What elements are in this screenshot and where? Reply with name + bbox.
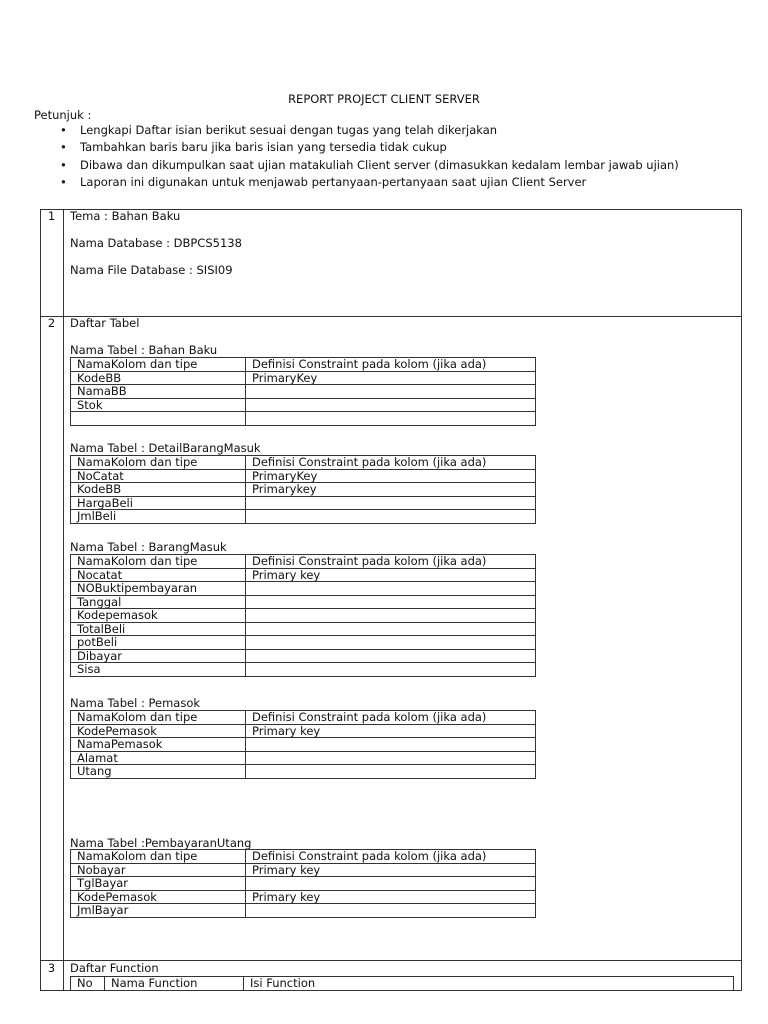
column-name-cell: KodeBB bbox=[71, 483, 246, 497]
constraint-cell bbox=[246, 582, 536, 596]
function-table bbox=[70, 976, 734, 991]
table-caption: Nama Tabel : DetailBarangMasuk bbox=[70, 441, 261, 455]
function-name-header: Nama Function bbox=[105, 977, 244, 991]
column-name-cell: Tanggal bbox=[71, 595, 246, 609]
table-caption: Nama Tabel : Pemasok bbox=[70, 696, 201, 710]
column-name-cell: KodeBB bbox=[71, 371, 246, 385]
table-row bbox=[71, 751, 536, 765]
table-row bbox=[71, 510, 536, 524]
constraint-cell bbox=[246, 663, 536, 677]
table-row bbox=[71, 863, 536, 877]
instruction-item: • Tambahkan baris baru jika baris isian yang tersedia tidak cukup bbox=[60, 139, 679, 156]
table-row bbox=[71, 412, 536, 426]
column-name-cell: JmlBeli bbox=[71, 510, 246, 524]
column-name-cell: NamaBB bbox=[71, 385, 246, 399]
table-header-row bbox=[71, 456, 536, 470]
function-body-header: Isi Function bbox=[244, 977, 734, 991]
constraint-cell bbox=[246, 904, 536, 918]
table-row bbox=[71, 622, 536, 636]
constraint-cell bbox=[246, 765, 536, 779]
database-name: Nama Database : DBPCS5138 bbox=[70, 236, 242, 250]
column-name-cell: Nobayar bbox=[71, 863, 246, 877]
table-row bbox=[71, 398, 536, 412]
table-row bbox=[71, 724, 536, 738]
constraint-cell bbox=[246, 622, 536, 636]
table-row bbox=[71, 483, 536, 497]
column-name-cell: TotalBeli bbox=[71, 622, 246, 636]
table-row bbox=[71, 904, 536, 918]
column-table-barangmasuk bbox=[70, 554, 536, 677]
table-header-row bbox=[71, 358, 536, 372]
table-row bbox=[71, 371, 536, 385]
column-table-detailbarangmasuk bbox=[70, 455, 536, 524]
constraint-header: Definisi Constraint pada kolom (jika ada) bbox=[246, 850, 536, 864]
section-2-number: 2 bbox=[47, 316, 56, 330]
column-name-cell: KodePemasok bbox=[71, 890, 246, 904]
constraint-cell: Primary key bbox=[246, 724, 536, 738]
table-header-row bbox=[71, 711, 536, 725]
table-row bbox=[71, 890, 536, 904]
table-row bbox=[71, 595, 536, 609]
constraint-cell bbox=[246, 595, 536, 609]
petunjuk-label: Petunjuk : bbox=[34, 108, 92, 122]
table-row bbox=[71, 636, 536, 650]
constraint-cell bbox=[246, 636, 536, 650]
column-name-cell: potBeli bbox=[71, 636, 246, 650]
table-row bbox=[71, 568, 536, 582]
instruction-item: • Lengkapi Daftar isian berikut sesuai dengan tugas yang telah dikerjakan bbox=[60, 122, 679, 139]
constraint-cell: PrimaryKey bbox=[246, 371, 536, 385]
function-no-header: No bbox=[71, 977, 105, 991]
instruction-item: • Laporan ini digunakan untuk menjawab pertanyaan-pertanyaan saat ujian Client Server bbox=[60, 174, 679, 191]
column-name-cell: NoCatat bbox=[71, 469, 246, 483]
constraint-cell bbox=[246, 649, 536, 663]
constraint-cell bbox=[246, 751, 536, 765]
constraint-cell bbox=[246, 510, 536, 524]
constraint-header: Definisi Constraint pada kolom (jika ada) bbox=[246, 711, 536, 725]
table-row bbox=[71, 738, 536, 752]
constraint-cell bbox=[246, 398, 536, 412]
column-name-header: NamaKolom dan tipe bbox=[71, 711, 246, 725]
constraint-cell: Primary key bbox=[246, 863, 536, 877]
column-name-cell: HargaBeli bbox=[71, 496, 246, 510]
column-table-pemasok bbox=[70, 710, 536, 779]
column-name-header: NamaKolom dan tipe bbox=[71, 456, 246, 470]
table-caption: Nama Tabel : BarangMasuk bbox=[70, 540, 227, 554]
constraint-cell: PrimaryKey bbox=[246, 469, 536, 483]
table-row bbox=[71, 496, 536, 510]
constraint-cell: Primarykey bbox=[246, 483, 536, 497]
column-name-cell: NamaPemasok bbox=[71, 738, 246, 752]
database-file-name: Nama File Database : SISI09 bbox=[70, 263, 233, 277]
table-row bbox=[71, 765, 536, 779]
tema-text: Tema : Bahan Baku bbox=[70, 209, 181, 223]
column-name-header: NamaKolom dan tipe bbox=[71, 850, 246, 864]
report-title: REPORT PROJECT CLIENT SERVER bbox=[288, 92, 480, 106]
column-name-cell: JmlBayar bbox=[71, 904, 246, 918]
table-caption: Nama Tabel :PembayaranUtang bbox=[70, 836, 252, 850]
column-name-cell: TglBayar bbox=[71, 877, 246, 891]
constraint-cell bbox=[246, 877, 536, 891]
constraint-header: Definisi Constraint pada kolom (jika ada) bbox=[246, 358, 536, 372]
column-name-cell: Alamat bbox=[71, 751, 246, 765]
constraint-header: Definisi Constraint pada kolom (jika ada) bbox=[246, 555, 536, 569]
column-name-cell: Sisa bbox=[71, 663, 246, 677]
table-row bbox=[71, 385, 536, 399]
number-column-divider bbox=[63, 209, 64, 991]
constraint-header: Definisi Constraint pada kolom (jika ada) bbox=[246, 456, 536, 470]
constraint-cell bbox=[246, 738, 536, 752]
column-name-cell: Dibayar bbox=[71, 649, 246, 663]
table-row bbox=[71, 663, 536, 677]
table-header-row bbox=[71, 977, 734, 991]
table-header-row bbox=[71, 850, 536, 864]
constraint-cell bbox=[246, 609, 536, 623]
constraint-cell bbox=[246, 412, 536, 426]
section-2-heading: Daftar Tabel bbox=[70, 316, 140, 330]
column-name-cell: KodePemasok bbox=[71, 724, 246, 738]
section-divider bbox=[40, 316, 742, 317]
table-row bbox=[71, 877, 536, 891]
column-name-cell: Stok bbox=[71, 398, 246, 412]
instruction-list bbox=[60, 122, 679, 191]
constraint-cell bbox=[246, 496, 536, 510]
constraint-cell: Primary key bbox=[246, 568, 536, 582]
section-3-heading: Daftar Function bbox=[70, 961, 159, 975]
section-1-number: 1 bbox=[47, 209, 56, 223]
column-name-cell: NOBuktipembayaran bbox=[71, 582, 246, 596]
column-name-header: NamaKolom dan tipe bbox=[71, 358, 246, 372]
column-name-cell: Nocatat bbox=[71, 568, 246, 582]
column-name-header: NamaKolom dan tipe bbox=[71, 555, 246, 569]
table-caption: Nama Tabel : Bahan Baku bbox=[70, 343, 218, 357]
instruction-item: • Dibawa dan dikumpulkan saat ujian matakuliah Client server (dimasukkan kedalam lembar jawab ujian) bbox=[60, 157, 679, 174]
constraint-cell: Primary key bbox=[246, 890, 536, 904]
table-row bbox=[71, 609, 536, 623]
section-3-number: 3 bbox=[47, 961, 56, 975]
column-table-pembayaranutang bbox=[70, 849, 536, 918]
table-row bbox=[71, 582, 536, 596]
constraint-cell bbox=[246, 385, 536, 399]
table-row bbox=[71, 649, 536, 663]
column-table-bahan-baku bbox=[70, 357, 536, 426]
column-name-cell: Utang bbox=[71, 765, 246, 779]
column-name-cell: Kodepemasok bbox=[71, 609, 246, 623]
table-row bbox=[71, 469, 536, 483]
table-header-row bbox=[71, 555, 536, 569]
column-name-cell bbox=[71, 412, 246, 426]
